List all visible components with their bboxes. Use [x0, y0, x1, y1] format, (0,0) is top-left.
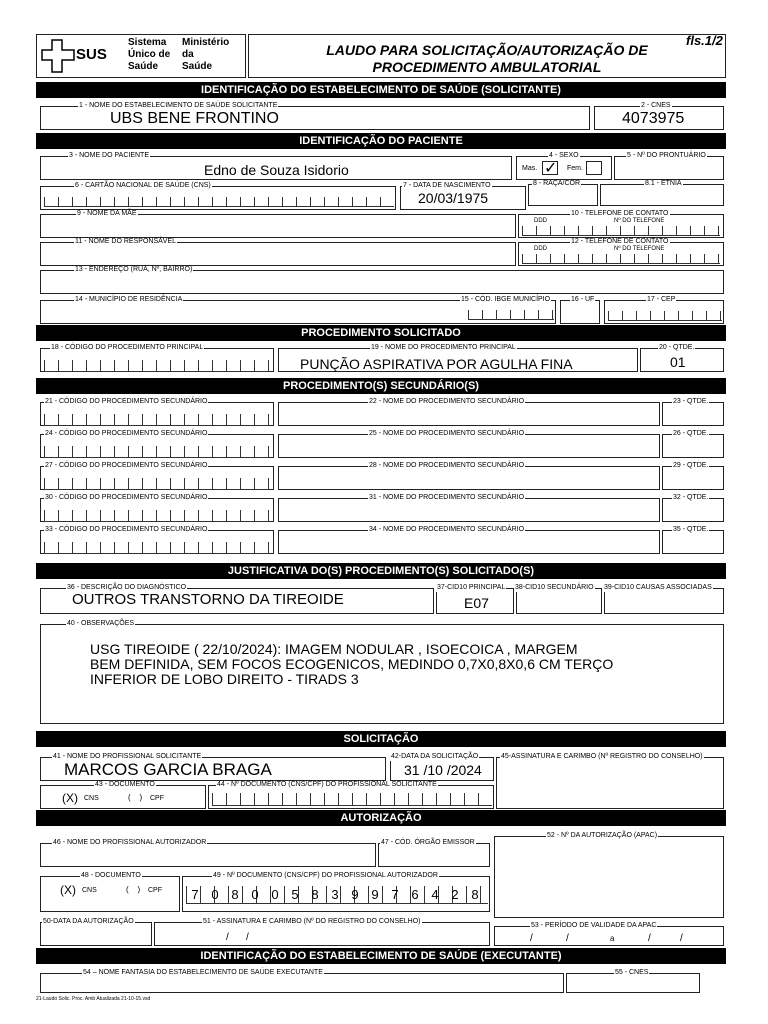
sexo-fem-checkbox[interactable] — [586, 161, 602, 175]
ministerio-line1: Ministério — [182, 37, 230, 48]
validade-date-slash: / — [530, 933, 533, 944]
label-37: 37-CID10 PRINCIPAL — [437, 584, 506, 591]
secondary-name-label: 22 - NOME DO PROCEDIMENTO SECUNDÁRIO — [369, 398, 525, 405]
assinatura-solicitante-field[interactable] — [496, 757, 724, 809]
cns-digit-cells — [44, 197, 394, 207]
label-1: 1 - NOME DO ESTABELECIMENTO DE SAÚDE SOLICITANTE — [79, 102, 278, 109]
autorizador-digit: 7 — [191, 887, 199, 902]
sus-label: SUS — [76, 46, 107, 63]
telefone1-ddd-label: DDD — [534, 218, 547, 224]
validade-date-slash: / — [648, 933, 651, 944]
doc-cns-mark-autorizador[interactable]: (X) — [60, 883, 77, 897]
documento-num-solicitante-cells — [212, 793, 492, 806]
num-autorizacao-field[interactable] — [494, 836, 724, 918]
observacoes-line1: USG TIREOIDE ( 22/10/2024): IMAGEM NODULAR , ISOECOICA , MARGEM — [90, 641, 578, 657]
label-18: 18 - CÓDIGO DO PROCEDIMENTO PRINCIPAL — [51, 344, 204, 351]
doc-cns-label-solicitante: CNS — [84, 795, 99, 802]
secondary-name-label: 25 - NOME DO PROCEDIMENTO SECUNDÁRIO — [369, 430, 525, 437]
label-4: 4 - SEXO — [549, 152, 579, 159]
label-38: 38-CID10 SECUNDÁRIO — [515, 584, 594, 591]
telefone1-digit-cells — [522, 226, 720, 236]
documento-num-autorizador-cells — [186, 886, 488, 904]
label-49: 49 - Nº DOCUMENTO (CNS/CPF) DO PROFISSIONAL AUTORIZADOR — [213, 872, 438, 879]
secondary-row — [0, 398, 768, 430]
secondary-row — [0, 526, 768, 558]
autorizador-digit: 7 — [391, 887, 399, 902]
secondary-qty-label: 32 - QTDE. — [673, 494, 709, 501]
nascimento-value: 20/03/1975 — [418, 190, 489, 206]
secondary-row — [0, 494, 768, 526]
secondary-row — [0, 462, 768, 494]
autorizador-digit: 3 — [331, 887, 339, 902]
secondary-code-cells — [44, 478, 270, 490]
autorizador-digit: 2 — [451, 887, 459, 902]
sexo-mas-check-mark: ✓ — [544, 160, 558, 177]
secondary-code-label: 33 - CÓDIGO DO PROCEDIMENTO SECUNDÁRIO — [45, 526, 208, 533]
validade-date-slash: / — [566, 933, 569, 944]
paciente-value: Edno de Souza Isidorio — [204, 162, 349, 178]
observacoes-line3: INFERIOR DE LOBO DIREITO - TIRADS 3 — [90, 671, 359, 687]
autorizador-digit: 0 — [271, 887, 279, 902]
qtde-value: 01 — [670, 354, 686, 370]
label-14: 14 - MUNICÍPIO DE RESIDÊNCIA — [75, 296, 183, 303]
label-6: 6 - CARTÃO NACIONAL DE SAÚDE (CNS) — [75, 182, 211, 189]
telefone1-num-label: Nº DO TELEFONE — [614, 218, 665, 224]
secondary-code-label: 27 - CÓDIGO DO PROCEDIMENTO SECUNDÁRIO — [45, 462, 208, 469]
sistema-line2: Único de — [128, 49, 171, 60]
doc-cpf-mark-solicitante[interactable]: ( ) — [128, 793, 143, 802]
label-47: 47 - CÓD. ÓRGÃO EMISSOR — [381, 839, 475, 846]
label-12: 12 - TELEFONE DE CONTATO — [571, 238, 669, 245]
label-7: 7 - DATA DE NASCIMENTO — [403, 182, 491, 189]
label-16: 16 - UF — [571, 296, 595, 303]
secondary-row — [0, 430, 768, 462]
label-10: 10 - TELEFONE DE CONTATO — [571, 210, 669, 217]
autorizador-digit: 5 — [291, 887, 299, 902]
autorizador-digit: 6 — [411, 887, 419, 902]
sexo-fem-label: Fem. — [567, 165, 583, 172]
autorizador-digit: 9 — [371, 887, 379, 902]
label-13: 13 - ENDEREÇO (RUA, Nº, BAIRRO) — [75, 266, 193, 273]
telefone2-ddd-label: DDD — [534, 246, 547, 252]
label-52: 52 - Nº DA AUTORIZAÇÃO (APAC) — [547, 832, 658, 839]
secondary-code-label: 21 - CÓDIGO DO PROCEDIMENTO SECUNDÁRIO — [45, 398, 208, 405]
procedimento-value: PUNÇÃO ASPIRATIVA POR AGULHA FINA — [300, 356, 573, 372]
label-2: 2 - CNES — [641, 102, 671, 109]
observacoes-line2: BEM DEFINIDA, SEM FOCOS ECOGENICOS, MEDINDO 0,7X0,8X0,6 CM TERÇO — [90, 656, 614, 672]
section-solicitacao: SOLICITAÇÃO — [36, 731, 726, 747]
form-title-line1: LAUDO PARA SOLICITAÇÃO/AUTORIZAÇÃO DE — [326, 42, 648, 58]
cep-digit-cells — [608, 311, 722, 321]
profissional-value: MARCOS GARCIA BRAGA — [64, 760, 272, 779]
autorizador-digit: 8 — [231, 887, 239, 902]
label-3: 3 - NOME DO PACIENTE — [69, 152, 149, 159]
doc-cns-label-autorizador: CNS — [82, 887, 97, 894]
ibge-digit-cells — [468, 310, 554, 320]
secondary-rows-container — [0, 398, 768, 558]
doc-cpf-label-autorizador: CPF — [148, 887, 162, 894]
doc-cpf-mark-autorizador[interactable]: ( ) — [126, 885, 141, 894]
sistema-line1: Sistema — [128, 37, 167, 48]
label-42: 42-DATA DA SOLICITAÇÃO — [391, 753, 479, 760]
doc-autorizador-mark-value: X — [64, 883, 73, 897]
secondary-code-label: 30 - CÓDIGO DO PROCEDIMENTO SECUNDÁRIO — [45, 494, 208, 501]
secondary-code-label: 24 - CÓDIGO DO PROCEDIMENTO SECUNDÁRIO — [45, 430, 208, 437]
section-secundarios: PROCEDIMENTO(S) SECUNDÁRIO(S) — [36, 378, 726, 394]
label-5: 5 - Nº DO PRONTUÁRIO — [627, 152, 706, 159]
label-19: 19 - NOME DO PROCEDIMENTO PRINCIPAL — [371, 344, 516, 351]
label-46: 46 - NOME DO PROFISSIONAL AUTORIZADOR — [53, 839, 207, 846]
sistema-line3: Saúde — [128, 61, 159, 72]
autorizador-digit: 8 — [311, 887, 319, 902]
validade-date-slash: / — [680, 933, 683, 944]
label-54: 54 – NOME FANTASIA DO ESTABELECIMENTO DE SAÚDE EXECUTANTE — [83, 969, 323, 976]
label-15: 15 - CÓD. IBGE MUNICÍPIO — [461, 296, 551, 303]
autorizador-digit: 8 — [471, 887, 479, 902]
telefone2-digit-cells — [522, 254, 720, 264]
label-43: 43 - DOCUMENTO — [95, 781, 155, 788]
label-17: 17 - CEP — [647, 296, 676, 303]
label-41: 41 - NOME DO PROFISSIONAL SOLICITANTE — [53, 753, 202, 760]
secondary-qty-label: 26 - QTDE. — [673, 430, 709, 437]
doc-cpf-label-solicitante: CPF — [150, 795, 164, 802]
sus-cross-logo — [40, 38, 76, 74]
ministerio-line3: Saúde — [182, 61, 213, 72]
page-ref: fls.1/2 — [686, 33, 723, 48]
label-8: 8 - RAÇA/COR — [533, 180, 581, 187]
codigo-principal-cells — [44, 360, 270, 372]
doc-cns-mark-solicitante[interactable]: (X) — [62, 791, 79, 805]
label-44: 44 - Nº DOCUMENTO (CNS/CPF) DO PROFISSIONAL SOLICITANTE — [217, 781, 437, 788]
cnes-value: 4073975 — [622, 110, 685, 127]
sexo-mas-label: Mas. — [522, 165, 538, 172]
autorizador-digit: 0 — [211, 887, 219, 902]
data-solicitacao-value: 31 /10 /2024 — [404, 762, 482, 778]
estabelecimento-value: UBS BENE FRONTINO — [110, 110, 279, 127]
label-40: 40 - OBSERVAÇÕES — [67, 620, 135, 627]
section-autorizacao: AUTORIZAÇÃO — [36, 810, 726, 826]
doc-cns-mark-value: X — [66, 791, 75, 805]
label-50: 50-DATA DA AUTORIZAÇÃO — [43, 918, 134, 925]
label-9: 9 - NOME DA MÃE — [77, 210, 137, 217]
form-title-line2: PROCEDIMENTO AMBULATORIAL — [372, 59, 602, 75]
label-20: 20 - QTDE. — [659, 344, 695, 351]
footer-file-ref: 21-Laudo Solic. Proc. Amb Atualizada 21-10-15.vsd — [36, 996, 151, 1002]
section-procedimento: PROCEDIMENTO SOLICITADO — [36, 325, 726, 341]
label-45: 45-ASSINATURA E CARIMBO (Nº REGISTRO DO CONSELHO) — [501, 753, 703, 760]
secondary-qty-label: 23 - QTDE. — [673, 398, 709, 405]
secondary-code-cells — [44, 542, 270, 554]
section-estabelecimento-solicitante: IDENTIFICAÇÃO DO ESTABELECIMENTO DE SAÚDE (SOLICITANTE) — [36, 82, 726, 98]
label-11: 11 - NOME DO RESPONSÁVEL — [75, 238, 177, 245]
secondary-qty-label: 35 - QTDE. — [673, 526, 709, 533]
label-39: 39-CID10 CAUSAS ASSOCIADAS — [604, 584, 712, 591]
label-8-1: 8.1 - ETNIA — [645, 180, 682, 187]
secondary-code-cells — [44, 414, 270, 426]
secondary-name-label: 31 - NOME DO PROCEDIMENTO SECUNDÁRIO — [369, 494, 525, 501]
label-48: 48 - DOCUMENTO — [81, 872, 141, 879]
assinatura-date-slash: / — [226, 932, 229, 943]
secondary-name-label: 34 - NOME DO PROCEDIMENTO SECUNDÁRIO — [369, 526, 525, 533]
secondary-qty-label: 29 - QTDE. — [673, 462, 709, 469]
label-53: 53 - PERÍODO DE VALIDADE DA APAC — [531, 922, 657, 929]
secondary-code-cells — [44, 510, 270, 522]
secondary-name-label: 28 - NOME DO PROCEDIMENTO SECUNDÁRIO — [369, 462, 525, 469]
assinatura-date-slash: / — [246, 932, 249, 943]
label-51: 51 - ASSINATURA E CARIMBO (Nº DO REGISTRO DO CONSELHO) — [203, 918, 421, 925]
section-paciente: IDENTIFICAÇÃO DO PACIENTE — [36, 133, 726, 149]
diagnostico-value: OUTROS TRANSTORNO DA TIREOIDE — [72, 591, 344, 608]
label-55: 55 - CNES — [615, 969, 649, 976]
ministerio-line2: da — [182, 49, 194, 60]
section-justificativa: JUSTIFICATIVA DO(S) PROCEDIMENTO(S) SOLICITADO(S) — [36, 563, 726, 579]
section-executante: IDENTIFICAÇÃO DO ESTABELECIMENTO DE SAÚDE (EXECUTANTE) — [36, 948, 726, 964]
autorizador-digit: 4 — [431, 887, 439, 902]
validade-separator: a — [610, 934, 615, 943]
cid-principal-value: E07 — [464, 595, 489, 611]
label-36: 36 - DESCRIÇÃO DO DIAGNÓSTICO — [67, 584, 187, 591]
secondary-code-cells — [44, 446, 270, 458]
autorizador-digit: 0 — [251, 887, 259, 902]
telefone2-num-label: Nº DO TELEFONE — [614, 246, 665, 252]
autorizador-digit: 9 — [351, 887, 359, 902]
